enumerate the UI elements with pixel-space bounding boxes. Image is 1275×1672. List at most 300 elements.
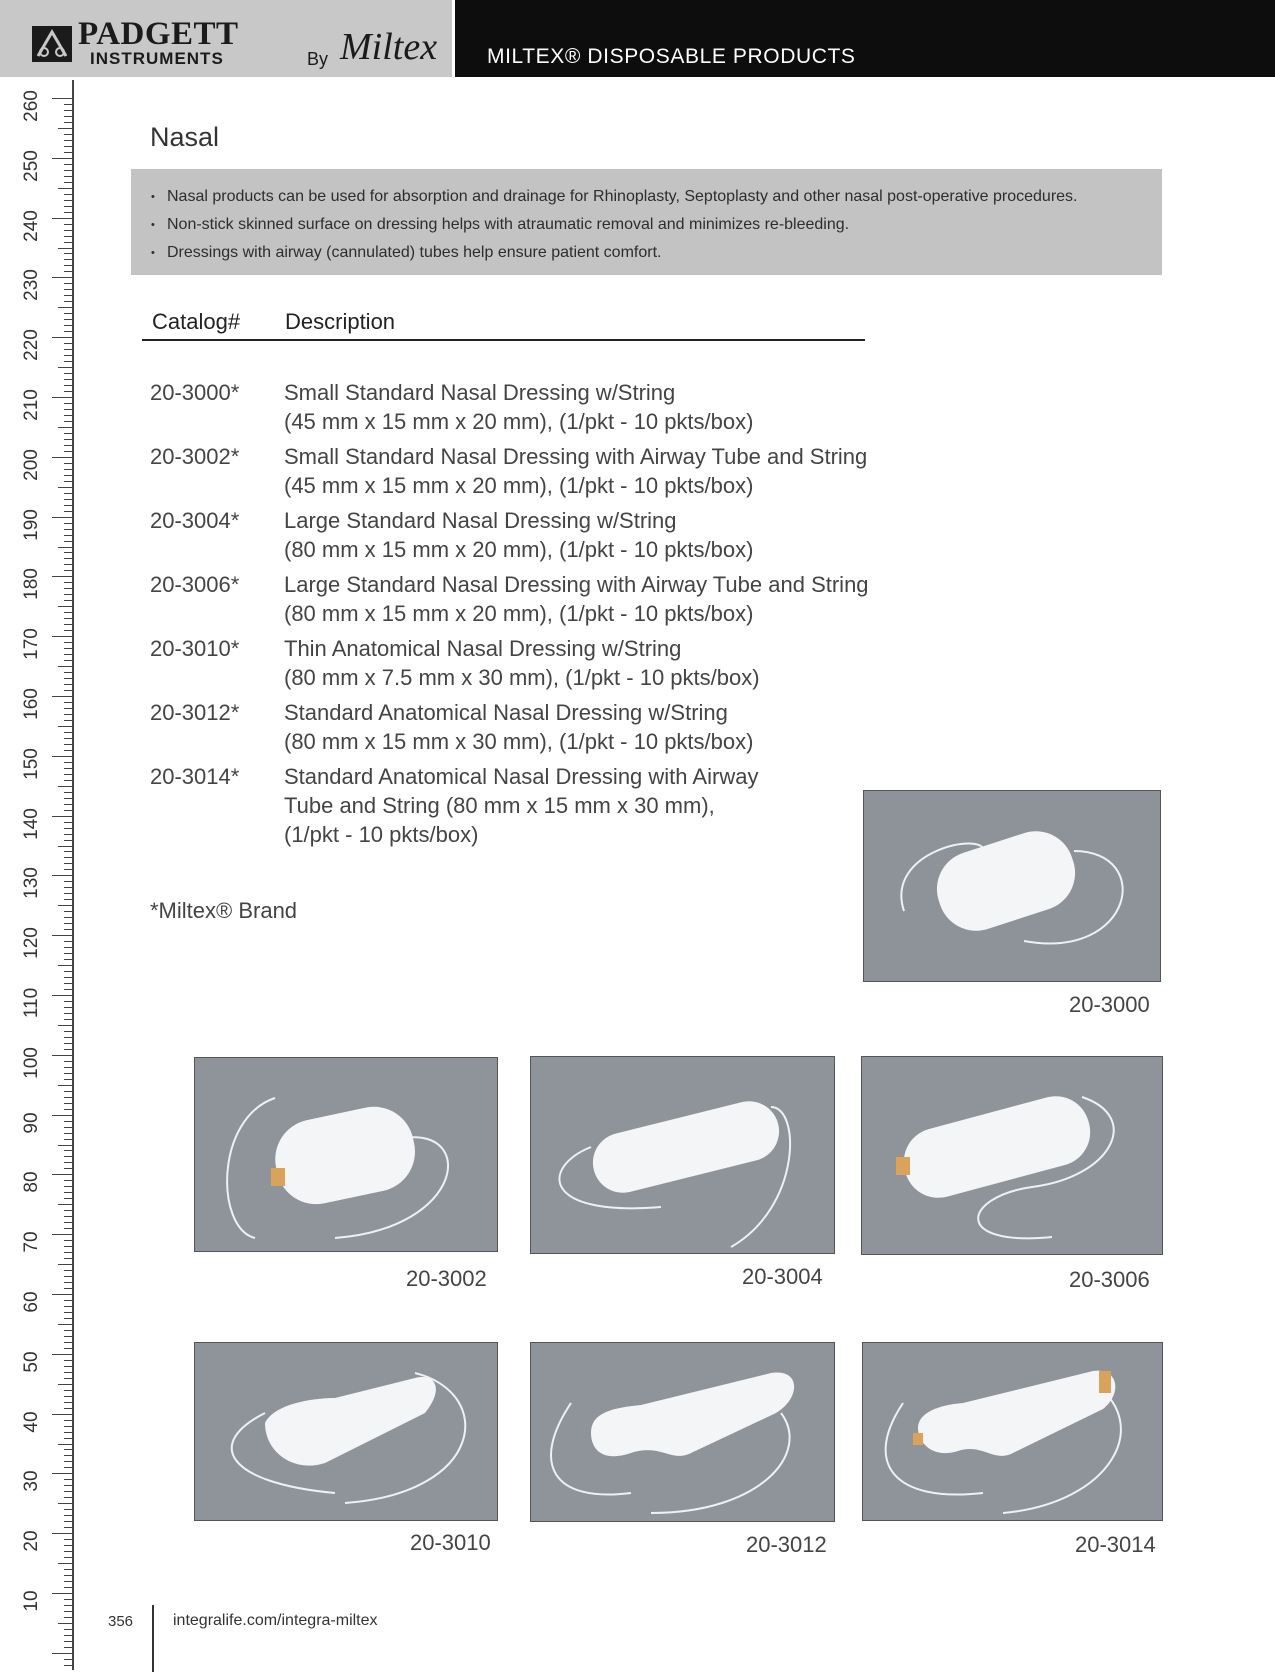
ruler-tick	[64, 863, 72, 864]
ruler-tick	[64, 893, 72, 894]
ruler-tick	[64, 1013, 72, 1014]
ruler-tick	[64, 917, 72, 918]
feature-bullet: • Dressings with airway (cannulated) tubes help ensure patient comfort.	[151, 239, 1162, 267]
ruler-label: 180	[21, 568, 42, 601]
ruler-tick	[64, 977, 72, 978]
ruler-tick	[64, 953, 72, 954]
ruler-tick	[64, 134, 72, 135]
catalog-number: 20-3014*	[150, 764, 240, 789]
ruler-tick	[64, 325, 72, 326]
ruler-tick	[64, 582, 72, 583]
feature-bullets-panel	[131, 169, 1162, 275]
ruler-tick	[64, 588, 72, 589]
description-line: (1/pkt - 10 pkts/box)	[284, 822, 479, 847]
ruler-tick	[64, 283, 72, 284]
ruler-tick	[64, 983, 72, 984]
catalog-number: 20-3000*	[150, 380, 240, 405]
description-line: Large Standard Nasal Dressing with Airway Tube and String	[284, 572, 869, 597]
ruler-tick	[52, 875, 72, 876]
ruler-tick	[52, 277, 72, 278]
ruler-tick	[58, 128, 72, 129]
ruler-tick	[64, 1396, 72, 1397]
ruler-tick	[64, 463, 72, 464]
ruler-tick	[64, 750, 72, 751]
catalog-number: 20-3010*	[150, 636, 240, 661]
ruler-label: 210	[21, 389, 42, 421]
ruler-tick	[64, 923, 72, 924]
catalog-number: 20-3002*	[150, 444, 240, 469]
ruler-tick	[64, 678, 72, 679]
photo-caption: 20-3012	[746, 1532, 827, 1557]
measurement-ruler	[0, 80, 76, 1670]
ruler-tick	[64, 1449, 72, 1450]
description-line: (80 mm x 15 mm x 20 mm), (1/pkt - 10 pkts/box)	[284, 537, 754, 562]
ruler-tick	[64, 714, 72, 715]
ruler-tick	[58, 487, 72, 488]
ruler-tick	[64, 1037, 72, 1038]
ruler-tick	[52, 1115, 72, 1116]
ruler-tick	[64, 1079, 72, 1080]
ruler-tick	[64, 122, 72, 123]
ruler-tick	[64, 445, 72, 446]
ruler-tick	[64, 1222, 72, 1223]
ruler-tick	[64, 343, 72, 344]
ruler-tick	[58, 188, 72, 189]
ruler-tick	[64, 570, 72, 571]
ruler-label: 200	[21, 448, 42, 481]
ruler-tick	[64, 493, 72, 494]
ruler-label: 170	[21, 628, 42, 661]
table-row	[150, 634, 890, 692]
ruler-label: 110	[21, 987, 42, 1019]
table-header-rule	[142, 339, 865, 341]
ruler-tick	[64, 170, 72, 171]
ruler-tick	[64, 1133, 72, 1134]
ruler-tick	[64, 708, 72, 709]
ruler-tick	[64, 373, 72, 374]
ruler-tick	[52, 1294, 72, 1295]
product-photo-20-3002	[194, 1057, 498, 1252]
ruler-tick	[64, 1162, 72, 1163]
ruler-tick	[52, 457, 72, 458]
ruler-tick	[64, 1605, 72, 1606]
ruler-tick	[64, 1001, 72, 1002]
ruler-label: 250	[21, 149, 42, 182]
ruler-tick	[64, 1611, 72, 1612]
ruler-tick	[64, 1461, 72, 1462]
ruler-tick	[64, 1312, 72, 1313]
ruler-tick	[64, 630, 72, 631]
ruler-tick	[64, 1497, 72, 1498]
ruler-tick	[64, 499, 72, 500]
ruler-tick	[64, 529, 72, 530]
ruler-tick	[58, 1145, 72, 1146]
ruler-label: 130	[21, 867, 42, 900]
ruler-tick	[64, 194, 72, 195]
ruler-tick	[64, 421, 72, 422]
ruler-tick	[64, 732, 72, 733]
ruler-tick	[58, 1264, 72, 1265]
ruler-tick	[58, 606, 72, 607]
ruler-tick	[64, 1569, 72, 1570]
ruler-tick	[52, 756, 72, 757]
product-photo-20-3012	[530, 1342, 835, 1522]
description-line: Small Standard Nasal Dressing with Airway Tube and String	[284, 444, 868, 469]
ruler-tick	[64, 110, 72, 111]
product-table	[150, 378, 890, 855]
product-photo-20-3000	[863, 790, 1161, 982]
description-line: (80 mm x 7.5 mm x 30 mm), (1/pkt - 10 pkts/box)	[284, 665, 760, 690]
ruler-tick	[64, 505, 72, 506]
photo-caption: 20-3010	[410, 1530, 491, 1555]
ruler-tick	[64, 1139, 72, 1140]
ruler-tick	[64, 1360, 72, 1361]
ruler-tick	[58, 905, 72, 906]
ruler-tick	[58, 786, 72, 787]
photo-caption: 20-3004	[742, 1264, 823, 1289]
ruler-tick	[64, 1282, 72, 1283]
ruler-tick	[64, 1049, 72, 1050]
ruler-tick	[64, 558, 72, 559]
ruler-label: 260	[21, 90, 42, 122]
ruler-tick	[64, 624, 72, 625]
ruler-tick	[52, 1174, 72, 1175]
ruler-tick	[64, 451, 72, 452]
ruler-tick	[64, 1617, 72, 1618]
ruler-tick	[64, 535, 72, 536]
ruler-tick	[64, 1366, 72, 1367]
ruler-tick	[64, 1043, 72, 1044]
ruler-tick	[64, 385, 72, 386]
ruler-tick	[64, 206, 72, 207]
ruler-tick	[52, 98, 72, 99]
ruler-tick	[64, 1109, 72, 1110]
ruler-tick	[64, 1240, 72, 1241]
description-line: Tube and String (80 mm x 15 mm x 30 mm),	[284, 793, 715, 818]
ruler-tick	[52, 1414, 72, 1415]
ruler-tick	[64, 1210, 72, 1211]
ruler-tick	[64, 182, 72, 183]
ruler-tick	[64, 379, 72, 380]
ruler-tick	[64, 660, 72, 661]
ruler-tick	[64, 319, 72, 320]
ruler-tick	[64, 1198, 72, 1199]
feature-bullet: • Nasal products can be used for absorption and drainage for Rhinoplasty, Septoplasty and other nasal post-operative procedures.	[151, 183, 1162, 211]
ruler-label: 160	[21, 688, 42, 720]
ruler-tick	[64, 1127, 72, 1128]
ruler-tick	[64, 762, 72, 763]
catalog-number: 20-3006*	[150, 572, 240, 597]
ruler-tick	[64, 1420, 72, 1421]
ruler-tick	[64, 1659, 72, 1660]
ruler-tick	[64, 331, 72, 332]
ruler-tick	[64, 881, 72, 882]
ruler-tick	[64, 259, 72, 260]
ruler-tick	[64, 1467, 72, 1468]
description-line: (45 mm x 15 mm x 20 mm), (1/pkt - 10 pkts/box)	[284, 409, 754, 434]
ruler-tick	[64, 146, 72, 147]
ruler-tick	[64, 511, 72, 512]
ruler-tick	[64, 768, 72, 769]
ruler-label: 190	[21, 508, 42, 541]
description-line: Thin Anatomical Nasal Dressing w/String	[284, 636, 682, 661]
ruler-tick	[64, 684, 72, 685]
ruler-tick	[64, 774, 72, 775]
ruler-tick	[58, 1085, 72, 1086]
ruler-tick	[64, 911, 72, 912]
ruler-tick	[64, 1246, 72, 1247]
product-photo-20-3014	[862, 1342, 1163, 1521]
catalog-number: 20-3012*	[150, 700, 240, 725]
ruler-tick	[52, 1234, 72, 1235]
ruler-tick	[64, 1455, 72, 1456]
ruler-tick	[64, 1007, 72, 1008]
description-line: Standard Anatomical Nasal Dressing w/String	[284, 700, 728, 725]
product-photo-20-3004	[530, 1056, 835, 1254]
ruler-tick	[64, 947, 72, 948]
table-row	[150, 762, 890, 849]
ruler-tick	[64, 702, 72, 703]
ruler-tick	[52, 816, 72, 817]
ruler-tick	[64, 1073, 72, 1074]
ruler-tick	[64, 1342, 72, 1343]
product-description	[284, 442, 867, 500]
ruler-tick	[64, 798, 72, 799]
ruler-tick	[64, 301, 72, 302]
photo-caption: 20-3002	[406, 1266, 487, 1291]
ruler-label: 60	[21, 1291, 42, 1313]
ruler-tick	[64, 361, 72, 362]
ruler-tick	[64, 899, 72, 900]
ruler-tick	[64, 738, 72, 739]
ruler-label: 70	[21, 1231, 42, 1253]
ruler-tick	[64, 690, 72, 691]
brand-by: By	[307, 49, 329, 69]
ruler-tick	[64, 104, 72, 105]
ruler-tick	[58, 666, 72, 667]
ruler-tick	[58, 248, 72, 249]
product-description	[284, 698, 753, 756]
ruler-tick	[64, 1300, 72, 1301]
photo-caption: 20-3000	[1069, 992, 1150, 1017]
ruler-tick	[64, 1180, 72, 1181]
ruler-label: 40	[21, 1411, 42, 1433]
ruler-label: 80	[21, 1171, 42, 1193]
ruler-tick	[64, 1426, 72, 1427]
ruler-tick	[64, 289, 72, 290]
ruler-tick	[52, 1354, 72, 1355]
ruler-tick	[64, 1372, 72, 1373]
ruler-tick	[52, 995, 72, 996]
ruler-tick	[64, 959, 72, 960]
ruler-tick	[64, 594, 72, 595]
ruler-tick	[64, 1121, 72, 1122]
ruler-tick	[58, 846, 72, 847]
ruler-tick	[64, 564, 72, 565]
table-row	[150, 570, 890, 628]
description-column-header: Description	[285, 309, 396, 334]
ruler-tick	[58, 1384, 72, 1385]
ruler-tick	[64, 857, 72, 858]
ruler-tick	[64, 1258, 72, 1259]
ruler-tick	[64, 1330, 72, 1331]
footer-divider	[152, 1605, 154, 1672]
ruler-tick	[64, 1438, 72, 1439]
ruler-tick	[64, 116, 72, 117]
product-description	[284, 570, 869, 628]
footer-url-link[interactable]: integralife.com/integra-miltex	[173, 1612, 378, 1629]
ruler-tick	[64, 804, 72, 805]
ruler-tick	[64, 744, 72, 745]
ruler-tick	[64, 242, 72, 243]
ruler-tick	[58, 1444, 72, 1445]
ruler-tick	[64, 415, 72, 416]
ruler-tick	[58, 1025, 72, 1026]
ruler-tick	[52, 337, 72, 338]
ruler-tick	[64, 1091, 72, 1092]
ruler-tick	[52, 397, 72, 398]
page-number: 356	[108, 1613, 134, 1630]
product-photo-20-3006	[861, 1056, 1163, 1255]
ruler-tick	[64, 1629, 72, 1630]
ruler-tick	[64, 792, 72, 793]
ruler-tick	[64, 1252, 72, 1253]
ruler-tick	[64, 224, 72, 225]
ruler-tick	[64, 1665, 72, 1666]
ruler-label: 150	[21, 747, 42, 780]
ruler-tick	[52, 1593, 72, 1594]
description-line: (80 mm x 15 mm x 30 mm), (1/pkt - 10 pkts/box)	[284, 729, 754, 754]
ruler-tick	[58, 726, 72, 727]
catalog-column-header: Catalog#	[152, 309, 241, 334]
ruler-tick	[64, 1635, 72, 1636]
ruler-tick	[64, 1270, 72, 1271]
ruler-tick	[52, 636, 72, 637]
ruler-tick	[52, 576, 72, 577]
ruler-tick	[64, 1378, 72, 1379]
ruler-label: 50	[21, 1351, 42, 1373]
ruler-tick	[64, 1156, 72, 1157]
ruler-tick	[64, 822, 72, 823]
ruler-tick	[64, 552, 72, 553]
ruler-tick	[64, 941, 72, 942]
ruler-tick	[64, 887, 72, 888]
ruler-tick	[64, 828, 72, 829]
product-description	[284, 634, 760, 692]
ruler-tick	[64, 164, 72, 165]
ruler-tick	[64, 409, 72, 410]
ruler-tick	[64, 810, 72, 811]
description-line: (80 mm x 15 mm x 20 mm), (1/pkt - 10 pkts/box)	[284, 601, 754, 626]
product-description	[284, 506, 753, 564]
ruler-tick	[64, 780, 72, 781]
table-row	[150, 378, 890, 436]
ruler-tick	[64, 600, 72, 601]
brand-name: PADGETT	[78, 16, 239, 52]
ruler-tick	[52, 1473, 72, 1474]
ruler-tick	[64, 230, 72, 231]
padgett-logo-icon	[32, 26, 72, 62]
header-brand-panel	[0, 0, 452, 77]
ruler-tick	[64, 1288, 72, 1289]
ruler-tick	[64, 1216, 72, 1217]
ruler-tick	[64, 1432, 72, 1433]
ruler-tick	[64, 1228, 72, 1229]
ruler-tick	[64, 1192, 72, 1193]
feature-bullet: • Non-stick skinned surface on dressing helps with atraumatic removal and minimizes re-bleeding.	[151, 211, 1162, 239]
ruler-tick	[52, 1653, 72, 1654]
ruler-tick	[64, 1390, 72, 1391]
ruler-tick	[64, 212, 72, 213]
product-description	[284, 378, 753, 436]
table-row	[150, 698, 890, 756]
ruler-tick	[64, 176, 72, 177]
ruler-tick	[58, 1623, 72, 1624]
ruler-tick	[64, 152, 72, 153]
table-row	[150, 442, 890, 500]
ruler-tick	[64, 271, 72, 272]
ruler-tick	[64, 834, 72, 835]
ruler-tick	[58, 1324, 72, 1325]
ruler-tick	[64, 1551, 72, 1552]
ruler-tick	[64, 1019, 72, 1020]
ruler-tick	[64, 869, 72, 870]
ruler-tick	[64, 475, 72, 476]
ruler-tick	[64, 618, 72, 619]
ruler-tick	[64, 1509, 72, 1510]
ruler-tick	[64, 929, 72, 930]
ruler-tick	[64, 295, 72, 296]
ruler-tick	[64, 672, 72, 673]
ruler-tick	[58, 1563, 72, 1564]
ruler-tick	[64, 1479, 72, 1480]
ruler-tick	[64, 1186, 72, 1187]
ruler-tick	[64, 541, 72, 542]
ruler-tick	[64, 265, 72, 266]
ruler-label: 240	[21, 209, 42, 242]
ruler-tick	[64, 1103, 72, 1104]
ruler-tick	[64, 1575, 72, 1576]
ruler-tick	[64, 1168, 72, 1169]
ruler-tick	[64, 349, 72, 350]
ruler-tick	[64, 1581, 72, 1582]
ruler-tick	[64, 523, 72, 524]
catalog-number: 20-3004*	[150, 508, 240, 533]
ruler-tick	[64, 1402, 72, 1403]
ruler-tick	[52, 218, 72, 219]
ruler-label: 220	[21, 329, 42, 362]
ruler-tick	[64, 200, 72, 201]
ruler-tick	[64, 481, 72, 482]
ruler-label: 90	[21, 1112, 42, 1134]
photo-caption: 20-3014	[1075, 1532, 1156, 1557]
ruler-tick	[64, 1521, 72, 1522]
ruler-tick	[64, 1276, 72, 1277]
ruler-tick	[64, 1348, 72, 1349]
ruler-label: 30	[21, 1470, 42, 1492]
ruler-tick	[64, 433, 72, 434]
ruler-tick	[64, 1306, 72, 1307]
ruler-label: 230	[21, 269, 42, 302]
ruler-tick	[64, 648, 72, 649]
ruler-tick	[64, 403, 72, 404]
ruler-tick	[52, 517, 72, 518]
ruler-tick	[64, 1097, 72, 1098]
table-row	[150, 506, 890, 564]
ruler-tick	[64, 1527, 72, 1528]
ruler-tick	[64, 439, 72, 440]
ruler-tick	[64, 851, 72, 852]
